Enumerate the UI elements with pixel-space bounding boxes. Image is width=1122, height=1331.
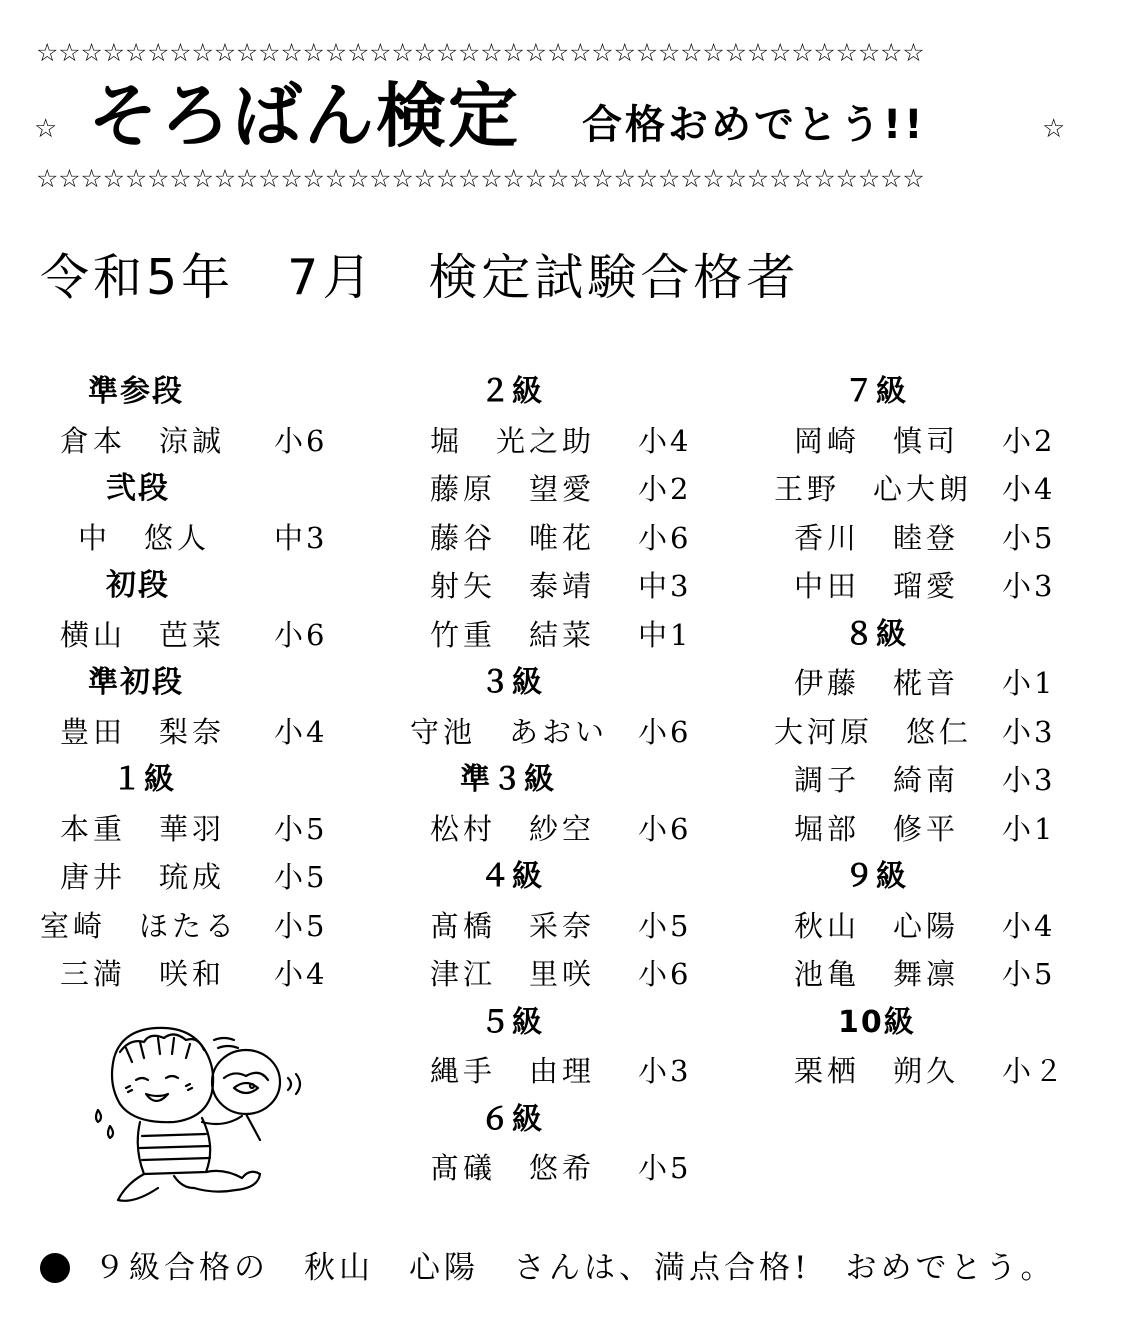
passer-name: 香川 睦登 bbox=[794, 520, 960, 555]
passer-row bbox=[408, 562, 708, 611]
rank-heading: ２級 bbox=[480, 374, 544, 409]
results-column-3 bbox=[772, 368, 1072, 1096]
passer-name: 中田 瑠愛 bbox=[794, 569, 960, 603]
rank-heading: ５級 bbox=[480, 1004, 544, 1040]
passer-row bbox=[772, 1047, 1072, 1096]
school-grade: 小２ bbox=[1002, 1054, 1067, 1088]
school-grade: 小6 bbox=[638, 957, 692, 991]
results-column-2 bbox=[408, 368, 708, 1193]
passer-row bbox=[408, 708, 708, 757]
rank-heading-row bbox=[40, 465, 340, 514]
rank-heading-row bbox=[408, 1096, 708, 1145]
school-grade: 小5 bbox=[274, 908, 328, 943]
passer-row bbox=[40, 417, 340, 466]
school-grade: 小3 bbox=[1002, 714, 1056, 749]
passer-row bbox=[772, 465, 1072, 514]
banner-subtitle: 合格おめでとう!! bbox=[582, 102, 926, 148]
rank-heading-row bbox=[40, 562, 340, 611]
passer-row bbox=[772, 902, 1072, 951]
school-grade: 小6 bbox=[638, 520, 692, 555]
school-grade: 小3 bbox=[638, 1054, 692, 1088]
passer-row bbox=[40, 708, 340, 757]
passer-row bbox=[40, 950, 340, 999]
school-grade: 小5 bbox=[274, 860, 328, 894]
passer-name: 髙礒 悠希 bbox=[430, 1151, 596, 1185]
school-grade: 小4 bbox=[1002, 908, 1056, 943]
passer-name: 藤原 望愛 bbox=[430, 472, 596, 506]
passer-name: 池亀 舞凛 bbox=[794, 957, 960, 991]
passer-row bbox=[408, 805, 708, 854]
passer-row bbox=[408, 514, 708, 563]
rank-heading-row bbox=[772, 853, 1072, 902]
rank-heading: 初段 bbox=[106, 568, 170, 603]
passer-row bbox=[40, 611, 340, 660]
rank-heading: ８級 bbox=[844, 616, 908, 652]
rank-heading-row bbox=[408, 999, 708, 1048]
passer-name: 髙橋 采奈 bbox=[430, 908, 596, 943]
rank-heading-row bbox=[40, 659, 340, 708]
star-border-top: ☆☆☆☆☆☆☆☆☆☆☆☆☆☆☆☆☆☆☆☆☆☆☆☆☆☆☆☆☆☆☆☆☆☆☆☆☆☆☆☆ bbox=[36, 38, 925, 67]
rank-heading-row bbox=[772, 611, 1072, 660]
passer-row bbox=[772, 756, 1072, 805]
passer-name: 横山 芭菜 bbox=[60, 617, 226, 652]
rank-heading: ６級 bbox=[480, 1101, 544, 1137]
passer-name: 縄手 由理 bbox=[430, 1054, 596, 1088]
passer-name: 中 悠人 bbox=[78, 520, 211, 555]
rank-heading: ４級 bbox=[480, 859, 544, 894]
school-grade: 小6 bbox=[274, 617, 328, 652]
school-grade: 小5 bbox=[638, 1151, 692, 1185]
school-grade: 小6 bbox=[638, 811, 692, 846]
passer-name: 竹重 結菜 bbox=[430, 617, 596, 652]
passer-name: 倉本 涼誠 bbox=[60, 423, 226, 458]
passer-row bbox=[40, 514, 340, 563]
school-grade: 小2 bbox=[1002, 423, 1056, 458]
rank-heading: ３級 bbox=[480, 665, 544, 700]
school-grade: 小6 bbox=[638, 714, 692, 749]
school-grade: 小6 bbox=[274, 423, 328, 458]
rank-heading: 10級 bbox=[838, 1004, 916, 1040]
rank-heading-row bbox=[408, 853, 708, 902]
rank-heading: ９級 bbox=[844, 859, 908, 894]
school-grade: 小4 bbox=[274, 957, 328, 991]
passer-name: 藤谷 唯花 bbox=[430, 520, 596, 555]
results-column-1 bbox=[40, 368, 340, 999]
school-grade: 中3 bbox=[638, 569, 692, 603]
school-grade: 小4 bbox=[1002, 472, 1056, 506]
rank-heading-row bbox=[408, 368, 708, 417]
school-grade: 小5 bbox=[1002, 957, 1056, 991]
school-grade: 小4 bbox=[638, 423, 692, 458]
rank-heading: 準初段 bbox=[88, 665, 184, 700]
passer-row bbox=[408, 465, 708, 514]
passer-name: 守池 あおい bbox=[410, 714, 609, 749]
passer-name: 調子 綺南 bbox=[794, 763, 960, 797]
passer-row bbox=[772, 417, 1072, 466]
school-grade: 小4 bbox=[274, 714, 328, 749]
rank-heading-row bbox=[40, 368, 340, 417]
passer-name: 岡崎 慎司 bbox=[794, 423, 960, 458]
passer-row bbox=[408, 1047, 708, 1096]
rank-heading: 弐段 bbox=[106, 471, 170, 506]
passer-row bbox=[772, 659, 1072, 708]
passer-name: 秋山 心陽 bbox=[794, 908, 960, 943]
rank-heading-row bbox=[772, 999, 1072, 1048]
passer-name: 本重 華羽 bbox=[60, 811, 226, 846]
passer-name: 栗栖 朔久 bbox=[794, 1054, 960, 1088]
passer-row bbox=[772, 708, 1072, 757]
passer-name: 松村 紗空 bbox=[430, 811, 596, 846]
rank-heading-row bbox=[408, 659, 708, 708]
passer-row bbox=[40, 853, 340, 902]
rank-heading-row bbox=[408, 756, 708, 805]
passer-row bbox=[772, 514, 1072, 563]
passer-name: 大河原 悠仁 bbox=[774, 714, 973, 749]
passer-row bbox=[408, 611, 708, 660]
school-grade: 小3 bbox=[1002, 569, 1056, 603]
star-icon-left: ☆ bbox=[34, 114, 58, 144]
passer-name: 伊藤 椛音 bbox=[794, 666, 960, 700]
passer-name: 射矢 泰靖 bbox=[430, 569, 596, 603]
passer-name: 豊田 梨奈 bbox=[60, 714, 226, 749]
passer-name: 唐井 琉成 bbox=[60, 860, 226, 894]
passer-row bbox=[40, 902, 340, 951]
passer-row bbox=[408, 417, 708, 466]
rank-heading-row bbox=[772, 368, 1072, 417]
perfect-score-note-text: ９級合格の 秋山 心陽 さんは、満点合格! おめでとう。 bbox=[94, 1250, 1056, 1286]
passer-row bbox=[408, 950, 708, 999]
school-grade: 中1 bbox=[638, 617, 692, 652]
passer-row bbox=[772, 950, 1072, 999]
passer-name: 堀部 修平 bbox=[794, 811, 960, 846]
school-grade: 小2 bbox=[638, 472, 692, 506]
passer-row bbox=[772, 562, 1072, 611]
rank-heading: 準３級 bbox=[460, 762, 556, 797]
school-grade: 小5 bbox=[274, 811, 328, 846]
bullet-icon bbox=[40, 1253, 70, 1283]
passer-row bbox=[408, 902, 708, 951]
passer-row bbox=[772, 805, 1072, 854]
passer-row bbox=[408, 1144, 708, 1193]
rank-heading: １級 bbox=[112, 762, 176, 797]
school-grade: 中3 bbox=[274, 520, 328, 555]
perfect-score-note bbox=[40, 1246, 1055, 1290]
passer-name: 三満 咲和 bbox=[60, 957, 226, 991]
school-grade: 小1 bbox=[1002, 666, 1056, 700]
school-grade: 小3 bbox=[1002, 763, 1056, 797]
passer-name: 堀 光之助 bbox=[430, 423, 596, 458]
passer-name: 津江 里咲 bbox=[430, 957, 596, 991]
school-grade: 小5 bbox=[638, 908, 692, 943]
school-grade: 小5 bbox=[1002, 520, 1056, 555]
passer-name: 室崎 ほたる bbox=[40, 908, 239, 943]
star-border-bottom: ☆☆☆☆☆☆☆☆☆☆☆☆☆☆☆☆☆☆☆☆☆☆☆☆☆☆☆☆☆☆☆☆☆☆☆☆☆☆☆☆ bbox=[36, 164, 925, 193]
school-grade: 小1 bbox=[1002, 811, 1056, 846]
passer-row bbox=[40, 805, 340, 854]
rank-heading: 準参段 bbox=[88, 374, 184, 409]
banner-title: そろばん検定 bbox=[88, 75, 520, 157]
page-heading: 令和5年 7月 検定試験合格者 bbox=[40, 249, 800, 306]
passer-name: 王野 心大朗 bbox=[774, 472, 973, 506]
rank-heading-row bbox=[40, 756, 340, 805]
rank-heading: ７級 bbox=[844, 374, 908, 409]
star-icon-right: ☆ bbox=[1042, 114, 1066, 144]
child-with-fan-illustration bbox=[74, 1018, 324, 1208]
